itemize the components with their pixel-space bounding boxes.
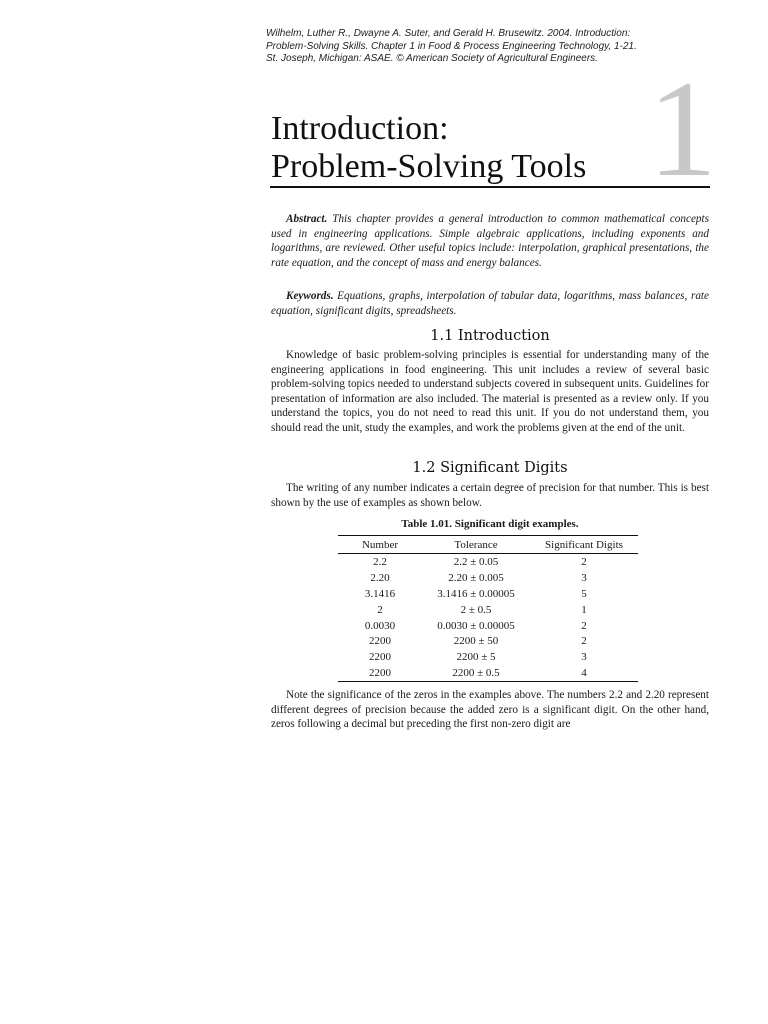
cell-tolerance: 3.1416 ± 0.00005 (437, 587, 515, 600)
table-row (338, 554, 638, 570)
cell-number: 2 (377, 603, 383, 616)
cell-tolerance: 2200 ± 50 (453, 635, 499, 648)
title-rule (270, 186, 710, 188)
chapter-title (271, 110, 671, 186)
table-row (338, 633, 638, 649)
significant-digits-paragraph: The writing of any number indicates a certain degree of precision for that number. This is best shown by the use of examples as shown below. (271, 482, 709, 509)
note-paragraph: Note the significance of the zeros in the examples above. The numbers 2.2 and 2.20 represent different degrees of precision because the added zero is a significant digit. On the other hand, zeros following a decimal but preceding the first non-zero digit are (271, 689, 709, 731)
abstract-text: This chapter provides a general introduction to common mathematical concepts used in engineering applications. Simple algebraic applications, including exponents and logarithms, are reviewed. Other useful topics include: interpolation, graphical presentations, the rate equation, and the concept of mass and energy balances. (271, 213, 709, 269)
significant-digits-table (338, 535, 638, 682)
citation-line: Problem-Solving Skills. Chapter 1 in Food & Process Engineering Technology, 1-21. (266, 40, 637, 52)
table-row (338, 665, 638, 681)
table-caption: Table 1.01. Significant digit examples. (401, 518, 579, 530)
citation-line: Wilhelm, Luther R., Dwayne A. Suter, and Gerald H. Brusewitz. 2004. Introduction: (266, 28, 631, 39)
abstract-paragraph (271, 212, 709, 270)
cell-number: 2.2 (373, 555, 387, 568)
chapter-title-line2: Problem-Solving Tools (271, 148, 587, 185)
table-row (338, 570, 638, 586)
keywords-text: Equations, graphs, interpolation of tabular data, logarithms, mass balances, rate equation, significant digits, spreadsheets. (271, 290, 709, 317)
cell-significant-digits: 2 (581, 619, 587, 632)
table-row (338, 586, 638, 602)
cell-significant-digits: 4 (530, 665, 638, 681)
cell-number: 2200 (369, 635, 391, 648)
cell-significant-digits: 3 (581, 651, 587, 664)
cell-number: 3.1416 (364, 587, 396, 600)
citation-header (266, 28, 706, 66)
keywords-paragraph (271, 289, 709, 318)
cell-tolerance: 2 ± 0.5 (460, 603, 492, 616)
cell-number: 2200 (338, 665, 422, 681)
table-row (338, 618, 638, 634)
column-header-tolerance: Tolerance (422, 536, 530, 554)
table-header-row (338, 536, 638, 554)
cell-number: 2200 (369, 651, 391, 664)
cell-tolerance: 2200 ± 5 (456, 651, 496, 664)
cell-significant-digits: 2 (581, 555, 587, 568)
table-row (338, 602, 638, 618)
cell-tolerance: 2.20 ± 0.005 (448, 571, 504, 584)
cell-significant-digits: 1 (581, 603, 587, 616)
cell-tolerance: 2.2 ± 0.05 (453, 555, 499, 568)
introduction-paragraph: Knowledge of basic problem-solving principles is essential for understanding many of the engineering applications in food engineering. This unit includes a review of several basic problem-solving topics needed to understand subjects covered in subsequent units. Guidelines for presentation of information are also included. The material is presented as a review only. If you understand the topics, you do not need to read this unit. If you do not understand them, you should read the unit, study the examples, and work the problems given at the end of the unit. (271, 349, 709, 434)
citation-line: St. Joseph, Michigan: ASAE. © American Society of Agricultural Engineers. (266, 53, 598, 64)
chapter-title-line1: Introduction: (271, 110, 449, 147)
cell-significant-digits: 2 (581, 635, 587, 648)
cell-significant-digits: 5 (581, 587, 587, 600)
cell-significant-digits: 3 (581, 571, 587, 584)
section-heading-introduction: 1.1 Introduction (430, 328, 550, 344)
cell-number: 0.0030 (364, 619, 396, 632)
abstract-label: Abstract. (286, 213, 328, 225)
column-header-significant-digits: Significant Digits (530, 536, 638, 554)
cell-tolerance: 0.0030 ± 0.00005 (437, 619, 515, 632)
chapter-number: 1 (648, 52, 717, 205)
column-header-number: Number (338, 536, 422, 554)
section-heading-significant-digits: 1.2 Significant Digits (412, 460, 568, 476)
cell-tolerance: 2200 ± 0.5 (422, 665, 530, 681)
keywords-label: Keywords. (286, 290, 334, 302)
table-row (338, 649, 638, 665)
cell-number: 2.20 (370, 571, 390, 584)
